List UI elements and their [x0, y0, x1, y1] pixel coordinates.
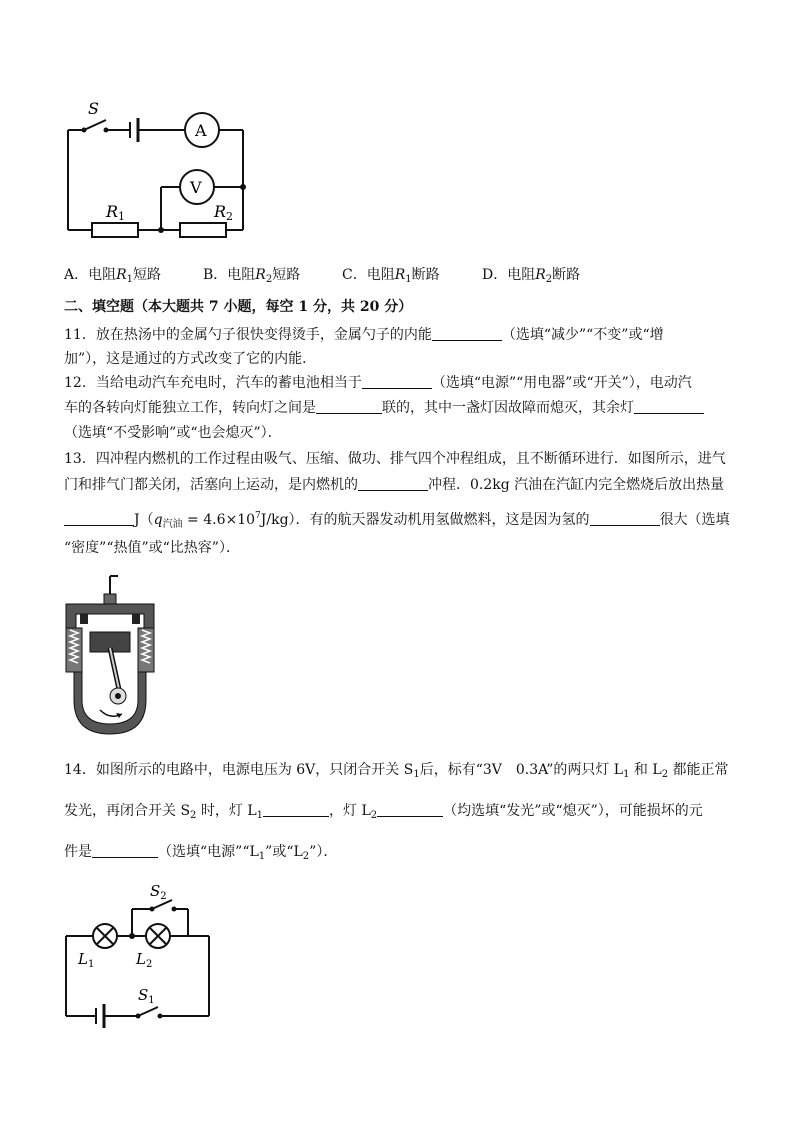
q11-blank-1[interactable]	[432, 326, 502, 341]
q13-line-4: “密度”“热值”或“比热容”）．	[64, 540, 240, 556]
s1-label: $S_1$	[138, 986, 155, 1006]
option-c[interactable]: C．电阻$R_1$断路	[342, 267, 440, 285]
q12-line-3: （选填“不受影响”或“也会熄灭”）．	[64, 425, 282, 441]
voltmeter-label: V	[190, 178, 202, 197]
r1-label: R1	[106, 202, 126, 223]
q14-line-2: 发光，再闭合开关 $S_2$ 时，灯 $L_1$ ，灯 $L_2$ （均选填“发光”或“熄灭”），可能损坏的元	[64, 803, 703, 821]
q13-blank-2[interactable]	[64, 511, 134, 526]
section-title: 二、填空题（本大题共 7 小题，每空 1 分，共 20 分）	[64, 299, 413, 315]
ammeter-label: A	[195, 121, 207, 140]
q12-blank-1[interactable]	[362, 374, 432, 389]
option-b[interactable]: B．电阻$R_2$短路	[203, 267, 301, 285]
q13-line-3: $J(q_{汽油} = 4.6\times 10^7J/kg)$．有的航天器发动机用氢做燃料，这是因为氢的 很大（选填	[64, 506, 730, 535]
switch-s-label: S	[88, 99, 99, 118]
q13-blank-3[interactable]	[590, 511, 660, 526]
q12-line-2: 车的各转向灯能独立工作，转向灯之间是 联的，其中一盏灯因故障而熄灭，其余灯	[64, 398, 704, 418]
q14-blank-1[interactable]	[263, 802, 329, 817]
circuit-diagram-1	[60, 92, 260, 242]
engine-diagram	[60, 570, 160, 740]
s2-label: $S_2$	[150, 882, 167, 902]
q12-blank-3[interactable]	[634, 399, 704, 414]
q14-line-1: 14．如图所示的电路中，电源电压为 6V，只闭合开关 $S_1$后，标有“3V 0.3A”的两只灯 $L_1$ 和 $L_2$ 都能正常	[64, 762, 729, 780]
q12-blank-2[interactable]	[316, 399, 382, 414]
q12-line-1: 12．当给电动汽车充电时，汽车的蓄电池相当于 （选填“电源”“用电器”或“开关”），电动汽	[64, 375, 692, 391]
q13-blank-1[interactable]	[358, 476, 428, 491]
option-d[interactable]: D．电阻$R_2$断路	[482, 267, 581, 285]
q14-blank-3[interactable]	[92, 843, 158, 858]
q13-line-2: 门和排气门都关闭，活塞向上运动，是内燃机的 冲程．0.2kg 汽油在汽缸内完全燃烧后放出热量	[64, 477, 725, 493]
r2-label: R2	[214, 202, 234, 223]
circuit-diagram-2	[60, 876, 220, 1036]
l2-label: $L_2$	[136, 950, 153, 970]
option-a[interactable]: A．电阻$R_1$短路	[64, 267, 162, 285]
q14-line-3: 件是 （选填“电源$”“L_1$”或“$L_2$”）．	[64, 844, 338, 862]
q11-line-2: 加”），这是通过的方式改变了它的内能．	[64, 351, 317, 367]
q14-blank-2[interactable]	[377, 802, 443, 817]
l1-label: $L_1$	[78, 950, 95, 970]
q11-line-1: 11．放在热汤中的金属勺子很快变得烫手，金属勺子的内能 （选填“减少”“不变”或“增	[64, 327, 664, 343]
q13-line-1: 13．四冲程内燃机的工作过程由吸气、压缩、做功、排气四个冲程组成，且不断循环进行．如图所示，进气	[64, 451, 726, 467]
